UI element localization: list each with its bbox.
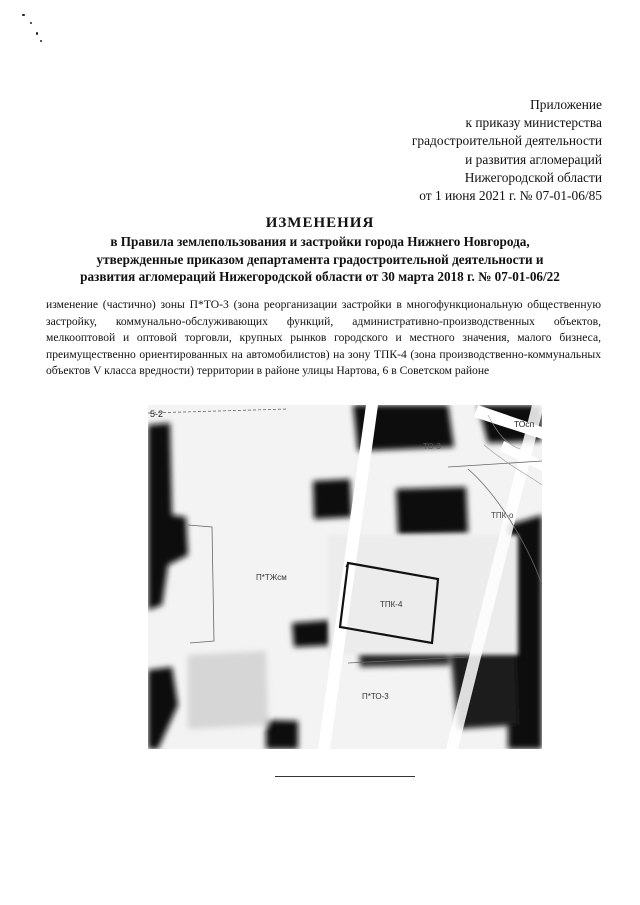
footer-divider — [275, 776, 415, 777]
scan-artifact — [22, 14, 25, 16]
scan-artifact — [30, 22, 32, 24]
zone-label: П*ТЖсм — [256, 573, 287, 582]
appendix-line: Приложение — [530, 97, 602, 112]
building-block — [266, 720, 298, 749]
document-subtitle-line: развития агломераций Нижегородской области от 30 марта 2018 г. № 07-01-06/22 — [80, 269, 560, 284]
appendix-line: к приказу министерства — [465, 115, 602, 131]
appendix-reference — [272, 96, 602, 205]
document-title: ИЗМЕНЕНИЯ — [265, 215, 375, 231]
zone-label: ТПК-4 — [380, 600, 403, 609]
document-subtitle-line: утвержденные приказом департамента градостроительной деятельности и — [96, 251, 544, 267]
zone-label: ТО-3 — [423, 442, 441, 451]
zone-label: ТОсп — [514, 419, 535, 429]
document-subtitle-line: в Правила землепользования и застройки города Нижнего Новгорода, — [110, 234, 530, 249]
appendix-line: и развития агломераций — [465, 151, 602, 167]
appendix-line: градостроительной деятельности — [411, 133, 602, 149]
zoning-map-drawing — [148, 405, 542, 749]
change-description: изменение (частично) зоны П*ТО-3 (зона реорганизации застройки в многофункциональную общественную застройку, коммунально-обслуживающих функций, административно-производственных объектов, мелкооптовой и оптовой торговли, крупных рынков городского и местного значения, малого бизнеса, преимущественно ориентированных на автомобилистов) на зону ТПК-4 (зона производственно-коммунальных объектов V класса вредности) территории в районе улицы Нартова, 6 в Советском районе — [46, 298, 601, 378]
appendix-line: от 1 июня 2021 г. № 07-01-06/85 — [419, 188, 602, 204]
building-block — [396, 487, 468, 535]
scan-artifact — [36, 32, 38, 35]
zone-label: 5-2 — [150, 409, 164, 419]
zoning-map — [148, 405, 542, 749]
zone-label: ТПК-о — [491, 511, 514, 520]
zone-label: П*ТО-3 — [362, 692, 389, 701]
appendix-line: Нижегородской области — [464, 169, 602, 185]
building-block — [188, 651, 268, 729]
scan-artifact — [40, 40, 42, 42]
building-block — [313, 479, 352, 519]
document-heading — [40, 214, 600, 286]
